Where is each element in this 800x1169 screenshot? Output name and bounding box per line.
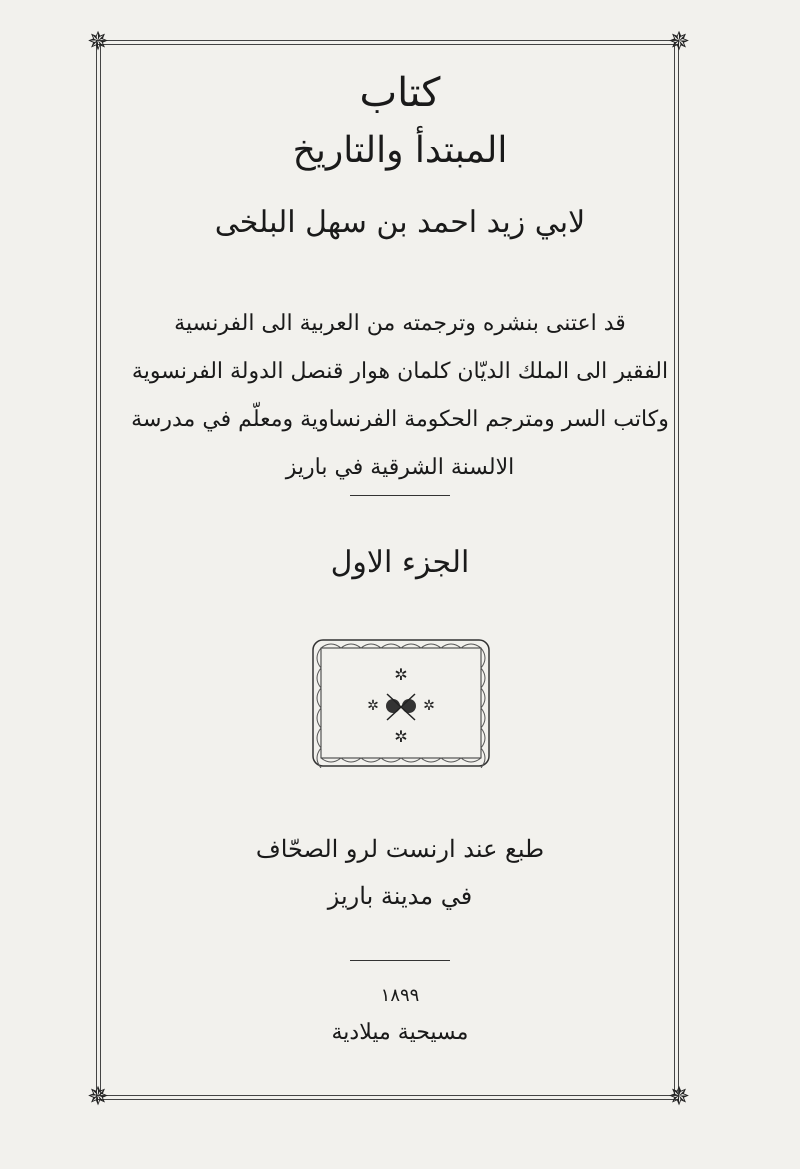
corner-ornament-top-left-icon: ✵	[87, 27, 109, 57]
publisher-line: طبع عند ارنست لرو الصحّاف	[255, 835, 545, 863]
star-icon: ✲	[394, 727, 408, 746]
publisher-place: في مدينة باريز	[327, 882, 473, 910]
year-era-label: مسيحية ميلادية	[331, 1020, 469, 1045]
star-icon: ✲	[394, 665, 408, 684]
book-title: المبتدأ والتاريخ	[292, 130, 508, 171]
star-icon: ✲	[367, 698, 379, 714]
frame-top-line-inner	[96, 44, 678, 45]
publication-year: ١٨٩٩	[380, 985, 420, 1006]
frame-bottom-line	[96, 1095, 678, 1096]
description-line: وكاتب السر ومترجم الحكومة الفرنساوية ومعلّم في مدرسة	[131, 407, 669, 432]
corner-ornament-top-right-icon: ✵	[668, 27, 690, 57]
book-label: كتاب	[359, 70, 441, 116]
description-line: الفقير الى الملك الديّان كلمان هوار قنصل الدولة الفرنسوية	[131, 359, 669, 384]
divider-rule	[350, 495, 450, 496]
divider-rule	[350, 960, 450, 961]
corner-ornament-bottom-right-icon: ✵	[668, 1082, 690, 1112]
frame-bottom-line-inner	[96, 1099, 678, 1100]
ornament-frame	[311, 638, 491, 768]
frame-top-line	[96, 40, 678, 41]
star-icon: ✲	[423, 698, 435, 714]
description-line: الالسنة الشرقية في باريز	[285, 455, 515, 480]
volume-label: الجزء الاول	[330, 545, 470, 580]
corner-ornament-bottom-left-icon: ✵	[87, 1082, 109, 1112]
description-line: قد اعتنى بنشره وترجمته من العربية الى الفرنسية	[174, 311, 626, 336]
author-line: لابي زيد احمد بن سهل البلخى	[214, 205, 586, 240]
